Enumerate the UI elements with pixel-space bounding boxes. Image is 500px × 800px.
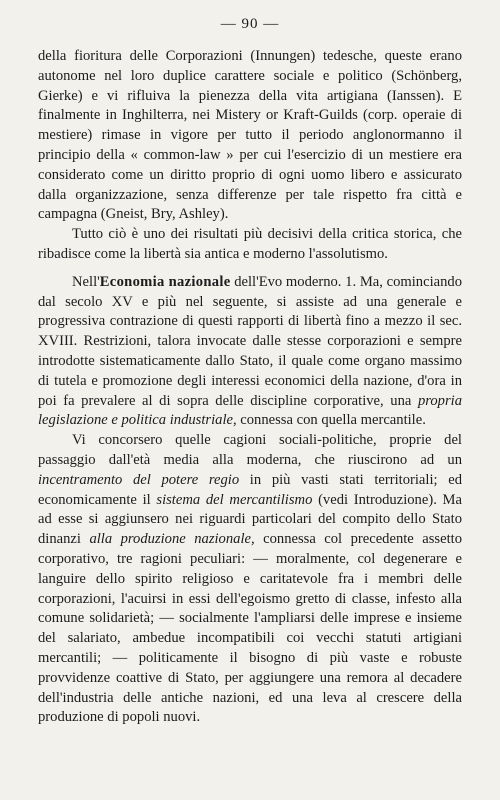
italic-phrase: propria legislazione e politica industriale: [38, 392, 462, 429]
italic-phrase: alla produzione nazionale,: [89, 531, 255, 548]
section-heading-bold: Economia nazionale: [99, 273, 231, 290]
text-run: dell'Evo moderno. 1. Ma, cominciando dal secolo XV e più nel seguente, si assiste ad una generale e progressiva contrazione di questi rapporti di libertà fino a mezzo il sec. XVIII. Restrizioni, talora invocate dalle stesse corporazioni e sempre introdotte sistematicamente dallo Stato, il quale come organo massimo di tutela e promozione degli interessi economici della nazione, d'ora in poi fa prevalere al di sopra delle discipline corporative, una: [38, 273, 462, 409]
text-run: (vedi Introduzione). Ma ad esse si aggiunsero nei riguardi particolari del compito dello Stato dinanzi: [38, 491, 462, 548]
text-run: connessa col precedente assetto corporativo, tre ragioni peculiari: — moralmente, col degenerare e languire dello spirito religioso e caritatevole fra i membri delle corporazioni, l'acuirsi in essi dell'egoismo gretto di classe, infesto alla comune solidarietà; — socialmente l'ampliarsi delle imprese e insieme del salariato, ambedue incompatibili coi vecchi statuti artigiani mercantili; — politicamente il bisogno di più vaste e robuste provvidenze coattive di Stato, per aggiungere una remora al decadere dell'industria delle antiche nazioni, ed una leva al crescere della produzione di popoli nuovi.: [38, 531, 462, 726]
page-number: — 90 —: [220, 16, 280, 32]
italic-phrase: incentramento del potere regio: [38, 471, 240, 488]
text-run: , connessa con quella mercantile.: [232, 412, 426, 429]
text-run: in più vasti stati territoriali; ed economicamente il: [38, 471, 463, 508]
text-run: Nell': [72, 273, 100, 290]
paragraph-cagioni: [38, 431, 462, 728]
paragraph-critica-storica: Tutto ciò è uno dei risultati più decisivi della critica storica, che ribadisce come la libertà sia antica e moderno l'assolutismo.: [38, 226, 462, 262]
text-run: Vi concorsero quelle cagioni sociali-politiche, proprie del passaggio dall'età media alla moderna, che riuscirono ad un: [38, 432, 462, 468]
italic-phrase: sistema del mercantilismo: [156, 491, 313, 508]
paragraph-continuation: della fioritura delle Corporazioni (Innungen) tedesche, queste erano autonome nel loro duplice carattere sociale e politico (Schönberg, Gierke) e vi rifluiva la pienezza della vita artigiana (Ianssen). E finalmente in Inghilterra, nei Mistery or Kraft-Guilds (corp. operaie di mestiere) rimase in vigore per tutto il periodo anglonormanno il principio della « common-law » per cui l'esercizio di un mestiere era considerato come un diritto proprio di ogni uomo libero e assicurato dalla organizzazione, senza differenze per tale rispetto fra città e campagna (Gneist, Bry, Ashley).: [38, 48, 462, 223]
paragraph-economia-nazionale: [38, 273, 462, 431]
